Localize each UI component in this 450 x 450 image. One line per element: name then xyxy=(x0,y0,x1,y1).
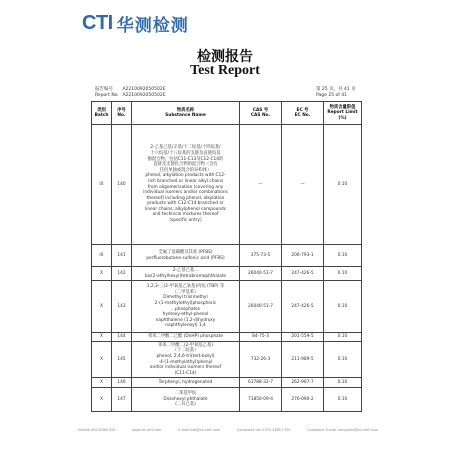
column-header-cn: 序号 xyxy=(117,107,126,113)
table-row xyxy=(92,388,362,412)
table-row xyxy=(92,281,362,333)
number-cell: 142 xyxy=(112,267,132,281)
batch-cell: IX xyxy=(92,125,112,245)
report-number-label: 报告编号 xyxy=(95,87,113,92)
batch-cell: IX xyxy=(92,245,112,267)
substance-line: 直链及支链化合物的混合物（含有 xyxy=(153,162,218,168)
substance-line: (二异己基) xyxy=(175,402,196,408)
substance-line: and technical mixtures thereof xyxy=(152,212,219,218)
substance-line: 2-乙基己基/辛基/十二烷基/十四烷基/ xyxy=(150,145,221,151)
substance-line: 2-(1-methylethyl)phosphoric xyxy=(154,300,217,306)
limit-cell: 0.10 xyxy=(324,245,362,267)
column-header-cn: EC 号 xyxy=(296,107,309,113)
number-cell: 146 xyxy=(112,378,132,388)
footer-complaint-call: Complaint call 0755-3368 1700 xyxy=(236,428,291,432)
substance-cell xyxy=(132,378,240,388)
table-header-row xyxy=(92,102,362,125)
batch-cell: X xyxy=(92,342,112,378)
substance-line: products with C12-C14 branched or xyxy=(147,201,224,207)
column-header-en: Batch xyxy=(94,113,109,118)
cas-cell: 61788-32-7 xyxy=(240,378,282,388)
limit-cell: 0.10 xyxy=(324,388,362,412)
substance-line: linear chains; alkylphenol compounds xyxy=(144,206,227,212)
ec-cell: 276-090-2 xyxy=(282,388,324,412)
column-header xyxy=(324,102,362,125)
substance-line: naphthalene (1,2-dihydroxy xyxy=(155,317,216,323)
substance-cell xyxy=(132,245,240,267)
footer-complaint-email: Complaint E-mail complaint@cti-cert.com xyxy=(307,428,378,432)
ec-cell: 211-989-5 xyxy=(282,342,324,378)
substance-line: bis(2-ethylhexyl)tetrabromophthalate xyxy=(144,273,227,279)
substance-line: thereof) including phenol, alkylation xyxy=(146,195,225,201)
number-cell: 141 xyxy=(112,245,132,267)
table-row xyxy=(92,378,362,388)
substance-line: individual isomers and/or combinations xyxy=(143,190,228,196)
report-title-chinese: 检测报告 xyxy=(197,49,253,65)
limit-cell: 0.10 xyxy=(324,281,362,333)
limit-cell: 0.10 xyxy=(324,333,362,342)
number-cell: 145 xyxy=(112,342,132,378)
substance-line: and/or individual isomers thereof xyxy=(149,365,222,371)
substance-line: （十二烷基） xyxy=(172,348,199,354)
column-header xyxy=(240,102,282,125)
limit-cell: 0.10 xyxy=(324,125,362,245)
substance-table xyxy=(91,101,362,412)
logo-cti-text: CTI xyxy=(82,11,113,34)
substance-line: 邻苯二甲酸二己酯 (DnHP) phosphate xyxy=(147,334,224,340)
substance-line: 邻苯二甲酸二(2-甲氧基乙基) xyxy=(158,342,213,348)
page-info-en: Page 25 of 41 xyxy=(316,93,347,98)
cas-cell: 26040-51-7 xyxy=(240,281,282,333)
substance-line: phenol, 2,4,6-tri(tert-butyl) xyxy=(156,353,215,359)
substance-line: 酚混合物，包括C11-C13及C12-C14的 xyxy=(147,156,224,162)
table-row xyxy=(92,267,362,281)
cas-cell: 732-26-3 xyxy=(240,342,282,378)
ec-cell: 201-559-5 xyxy=(282,333,324,342)
table-row xyxy=(92,342,362,378)
report-title-english: Test Report xyxy=(190,63,260,78)
batch-cell: X xyxy=(92,378,112,388)
ec-cell: 206-793-1 xyxy=(282,245,324,267)
substance-line: naphthylenoyl) 1,4 xyxy=(165,323,206,329)
substance-cell xyxy=(132,388,240,412)
cas-cell: 26040-51-7 xyxy=(240,267,282,281)
substance-line: 二苯基甲烷 xyxy=(174,391,197,397)
batch-cell: X xyxy=(92,333,112,342)
table-row xyxy=(92,125,362,245)
substance-line: hydroxy-ethyl-phenol xyxy=(162,312,209,318)
substance-line: 任何单独或混合的异构体） xyxy=(159,167,212,173)
substance-line: Terphenyl, hydrogenated xyxy=(158,379,213,385)
substance-cell xyxy=(132,333,240,342)
substance-line: phenol, alkylation products with C12- xyxy=(145,173,226,179)
table-row xyxy=(92,333,362,342)
substance-line: rich branched or linear alkyl chains xyxy=(147,178,224,184)
cas-cell: 375-73-5 xyxy=(240,245,282,267)
cas-cell: 71850-09-4 xyxy=(240,388,282,412)
column-header xyxy=(112,102,132,125)
column-header-en: Substance Name xyxy=(165,113,206,118)
substance-line: 十六烷基/十八烷基的支链及直链烷基 xyxy=(150,150,221,156)
cas-cell: — xyxy=(240,125,282,245)
column-header-cn: 物质含量限值 xyxy=(329,104,356,110)
substance-cell xyxy=(132,281,240,333)
substance-line: -4-(1-methylethyl)phenyl xyxy=(158,359,213,365)
page-footer xyxy=(78,428,378,432)
number-cell: 147 xyxy=(112,388,132,412)
column-header xyxy=(282,102,324,125)
column-header-en: No. xyxy=(117,113,126,118)
substance-line: （二甲基苯） xyxy=(172,289,199,295)
ec-cell: 247-426-5 xyxy=(282,281,324,333)
column-header-en: EC No. xyxy=(294,113,311,118)
column-header-en: CAS No. xyxy=(250,113,271,118)
number-cell: 143 xyxy=(112,281,132,333)
page-info-cn: 第 25 页，共 41 页 xyxy=(316,87,356,92)
limit-cell: 0.10 xyxy=(324,342,362,378)
column-header-cn: CAS 号 xyxy=(252,107,269,113)
limit-cell: 0.10 xyxy=(324,378,362,388)
ec-cell: 262-967-7 xyxy=(282,378,324,388)
substance-line: (specific entry) xyxy=(169,218,202,224)
column-header xyxy=(92,102,112,125)
substance-line: 2-乙基己基... xyxy=(172,267,199,273)
substance-line: Dimethyl tris(methyl xyxy=(163,295,208,301)
report-number-value: A2210092050502E xyxy=(122,87,166,92)
substance-line: 全氟丁基磺酸及其盐 (PFBS) xyxy=(158,249,213,255)
column-header-en: Report Limit (%) xyxy=(327,110,358,121)
batch-cell: X xyxy=(92,267,112,281)
column-header-cn: 物质名称 xyxy=(176,107,195,113)
logo-chinese-text: 华测检测 xyxy=(116,15,189,36)
column-header-cn: 类别 xyxy=(97,107,106,113)
report-number-value-en: A2210092050502E xyxy=(122,93,166,98)
substance-line: Diisohexyl phthalate xyxy=(163,396,208,402)
substance-line: perfluorobutane sulfonic acid (PFBS) xyxy=(146,255,225,261)
company-logo xyxy=(82,11,189,36)
footer-email: E-mail info@cti-cert.com xyxy=(178,428,221,432)
substance-line: (C11-C14) xyxy=(174,370,197,376)
substance-line: 1,2,3-三(2-甲氧基乙氧基)丙烷 (TBP) 等 xyxy=(146,284,225,290)
substance-cell xyxy=(132,125,240,245)
ec-cell: 247-426-5 xyxy=(282,267,324,281)
ec-cell: — xyxy=(282,125,324,245)
substance-line: from oligomerisation (covering any xyxy=(147,184,224,190)
column-header xyxy=(132,102,240,125)
cas-cell: 84-75-3 xyxy=(240,333,282,342)
batch-cell: X xyxy=(92,281,112,333)
substance-cell xyxy=(132,342,240,378)
limit-cell: 0.10 xyxy=(324,267,362,281)
table-row xyxy=(92,245,362,267)
substance-line: ...phosphates xyxy=(170,306,201,312)
report-number-en xyxy=(95,93,166,99)
footer-website: www.cti-cert.com xyxy=(132,428,162,432)
number-cell: 140 xyxy=(112,125,132,245)
batch-cell: X xyxy=(92,388,112,412)
substance-cell xyxy=(132,267,240,281)
report-number-label-en: Report No. xyxy=(95,93,119,98)
footer-hotline: Hotline 400-6788-333 xyxy=(78,428,116,432)
number-cell: 144 xyxy=(112,333,132,342)
